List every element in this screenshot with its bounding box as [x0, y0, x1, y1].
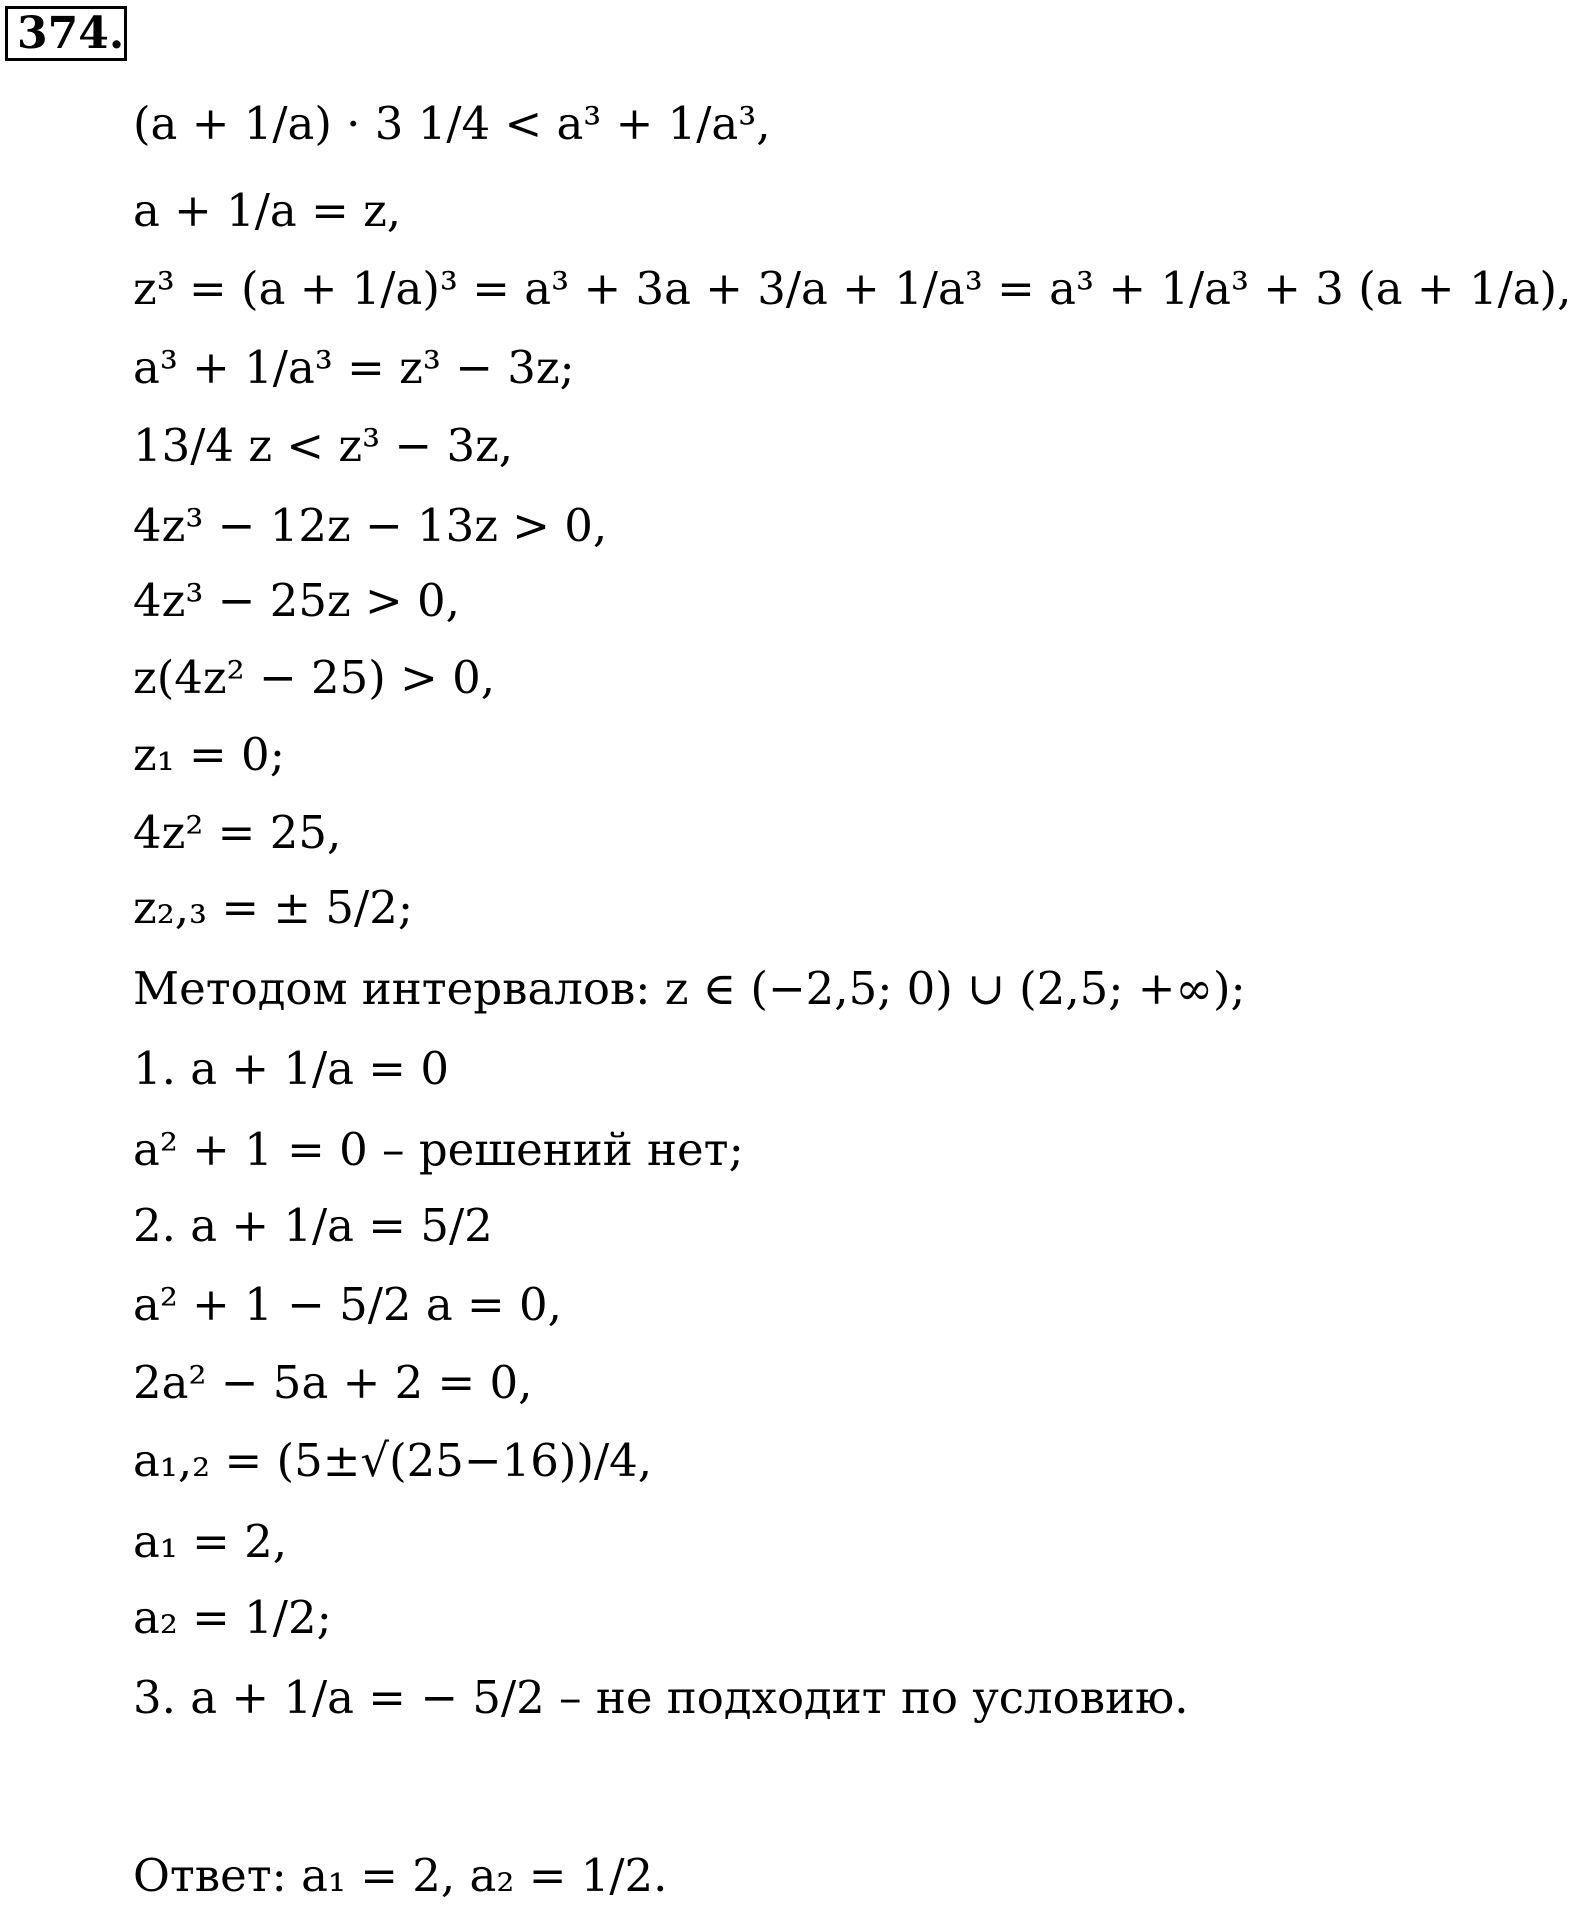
answer-line: Ответ: a₁ = 2, a₂ = 1/2. — [133, 1848, 668, 1902]
math-line: z₂,₃ = ± 5/2; — [133, 880, 413, 934]
text-line: 3. a + 1/a = − 5/2 – не подходит по условию. — [133, 1670, 1189, 1724]
math-line: 2. a + 1/a = 5/2 — [133, 1198, 493, 1252]
text-line: a² + 1 = 0 – решений нет; — [133, 1122, 744, 1176]
math-line: a³ + 1/a³ = z³ − 3z; — [133, 340, 575, 394]
math-line: z₁ = 0; — [133, 727, 285, 781]
math-line: 4z³ − 12z − 13z > 0, — [133, 498, 608, 552]
math-line: a₁ = 2, — [133, 1514, 288, 1568]
math-line: z³ = (a + 1/a)³ = a³ + 3a + 3/a + 1/a³ = a³ + 1/a³ + 3 (a + 1/a), — [133, 261, 1571, 315]
math-line: a₁,₂ = (5±√(25−16))/4, — [133, 1433, 653, 1487]
math-line: a + 1/a = z, — [133, 183, 402, 237]
math-line: 4z³ − 25z > 0, — [133, 573, 460, 627]
math-line: 2a² − 5a + 2 = 0, — [133, 1355, 533, 1409]
problem-number: 374. — [5, 6, 127, 61]
math-line: z(4z² − 25) > 0, — [133, 650, 496, 704]
text-line: Методом интервалов: z ∈ (−2,5; 0) ∪ (2,5; +∞); — [133, 961, 1246, 1015]
math-line: 4z² = 25, — [133, 805, 342, 859]
math-line: (a + 1/a) · 3 1/4 < a³ + 1/a³, — [133, 96, 771, 150]
math-line: 13/4 z < z³ − 3z, — [133, 418, 514, 472]
math-line: a² + 1 − 5/2 a = 0, — [133, 1277, 562, 1331]
math-line: 1. a + 1/a = 0 — [133, 1041, 449, 1095]
math-line: a₂ = 1/2; — [133, 1590, 332, 1644]
